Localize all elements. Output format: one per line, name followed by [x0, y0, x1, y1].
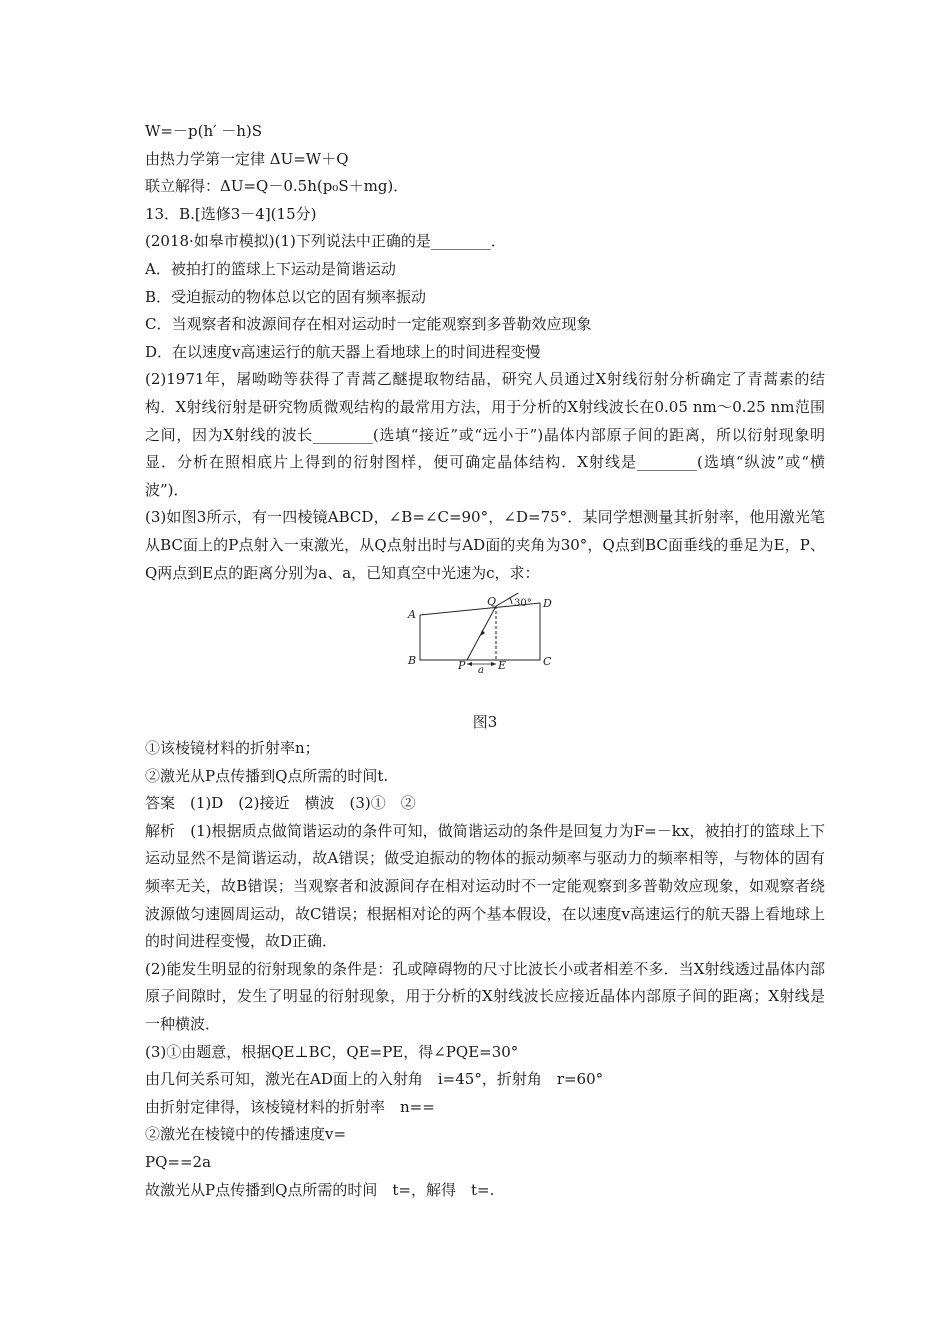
- answer-line: 答案 (1)D (2)接近 横波 (3)① ②: [145, 794, 416, 813]
- label-distance-a: a: [478, 665, 484, 677]
- document-page: [145, 118, 825, 1204]
- label-q-point: Q: [487, 595, 497, 609]
- label-c-vertex: C: [543, 655, 552, 669]
- marker-arrow-right-icon: [491, 662, 496, 666]
- label-a-vertex: A: [408, 608, 416, 622]
- analysis-part-2: (2)能发生明显的衍射现象的条件是：孔或障碍物的尺寸比波长小或者相差不多．当X射线透过晶体内部原子间隙时，发生了明显的衍射现象，用于分析的X射线波长应接近晶体内部原子间的距离；X射线是一种横波．: [145, 959, 825, 1034]
- problem-heading: 13．B.[选修3－4](15分): [145, 204, 317, 223]
- marker-arrow-left-icon: [467, 662, 472, 666]
- option-b: B．受迫振动的物体总以它的固有频率振动: [145, 287, 427, 306]
- text-line: ②激光在棱镜中的传播速度v=: [145, 1125, 347, 1144]
- question-3: (3)如图3所示，有一四棱镜ABCD，∠B=∠C=90°，∠D=75°．某同学想测量其折射率，他用激光笔从BC面上的P点射入一束激光，从Q点射出时与AD面的夹角为30°，Q点到BC面垂线的垂足为E，P、Q两点到E点的距离分别为a、a，已知真空中光速为c，求：: [145, 508, 825, 582]
- question-1: (2018·如皋市模拟)(1)下列说法中正确的是________．: [145, 232, 506, 251]
- text-line: 由几何关系可知，激光在AD面上的入射角 i=45°，折射角 r=60°: [145, 1070, 604, 1089]
- text-line: 由折射定律得，该棱镜材料的折射率 n==: [145, 1097, 435, 1116]
- option-d: D．在以速度v高速运行的航天器上看地球上的时间进程变慢: [145, 342, 541, 361]
- question-2: (2)1971年，屠呦呦等获得了青蒿乙醚提取物结晶，研究人员通过X射线衍射分析确定了青蒿素的结构．X射线衍射是研究物质微观结构的最常用方法，用于分析的X射线波长在0.05 nm～0.25 nm范围之间，因为X射线的波长________(选填“接近”或“远小于”)晶体内部原子间的距离，所以衍射现象明显．分析在照相底片上得到的衍射图样，便可确定晶体结构．X射线是________(选填“纵波”或“横波”)．: [145, 370, 825, 499]
- prism-outline: [420, 603, 540, 660]
- sub-question-1: ①该棱镜材料的折射率n；: [145, 739, 320, 758]
- text-line: 由热力学第一定律 ΔU=W＋Q: [145, 149, 349, 168]
- label-e-point: E: [498, 659, 507, 673]
- option-a: A．被拍打的篮球上下运动是简谐运动: [145, 259, 396, 278]
- text-line: PQ==2a: [145, 1153, 212, 1171]
- figure-3: [145, 593, 825, 703]
- angle-arc: [510, 598, 512, 604]
- label-b-vertex: B: [408, 654, 417, 668]
- text-line: W=－p(h′ －h)S: [145, 122, 263, 140]
- label-p-point: P: [458, 659, 466, 673]
- text-line: 故激光从P点传播到Q点所需的时间 t=，解得 t=.: [145, 1180, 495, 1199]
- prism-diagram: [400, 593, 570, 697]
- label-angle: 30°: [514, 598, 532, 610]
- label-d-vertex: D: [543, 597, 552, 611]
- analysis-part-1: 解析 (1)根据质点做简谐运动的条件可知，做简谐运动的条件是回复力为F=－kx，被拍打的篮球上下运动显然不是简谐运动，故A错误；做受迫振动的物体的振动频率与驱动力的频率相等，与物体的固有频率无关，故B错误；当观察者和波源间存在相对运动时不一定能观察到多普勒效应现象，如观察者绕波源做匀速圆周运动，故C错误；根据相对论的两个基本假设，在以速度v高速运行的航天器上看地球上的时间进程变慢，故D正确．: [145, 821, 825, 951]
- ray-arrow-icon: [480, 630, 485, 636]
- sub-question-2: ②激光从P点传播到Q点所需的时间t.: [145, 766, 389, 785]
- option-c: C．当观察者和波源间存在相对运动时一定能观察到多普勒效应现象: [145, 315, 592, 334]
- text-line: (3)①由题意，根据QE⊥BC，QE=PE，得∠PQE=30°: [145, 1042, 519, 1061]
- figure-caption: 图3: [472, 713, 498, 732]
- text-line: 联立解得：ΔU=Q－0.5h(p₀S＋mg)．: [145, 177, 409, 196]
